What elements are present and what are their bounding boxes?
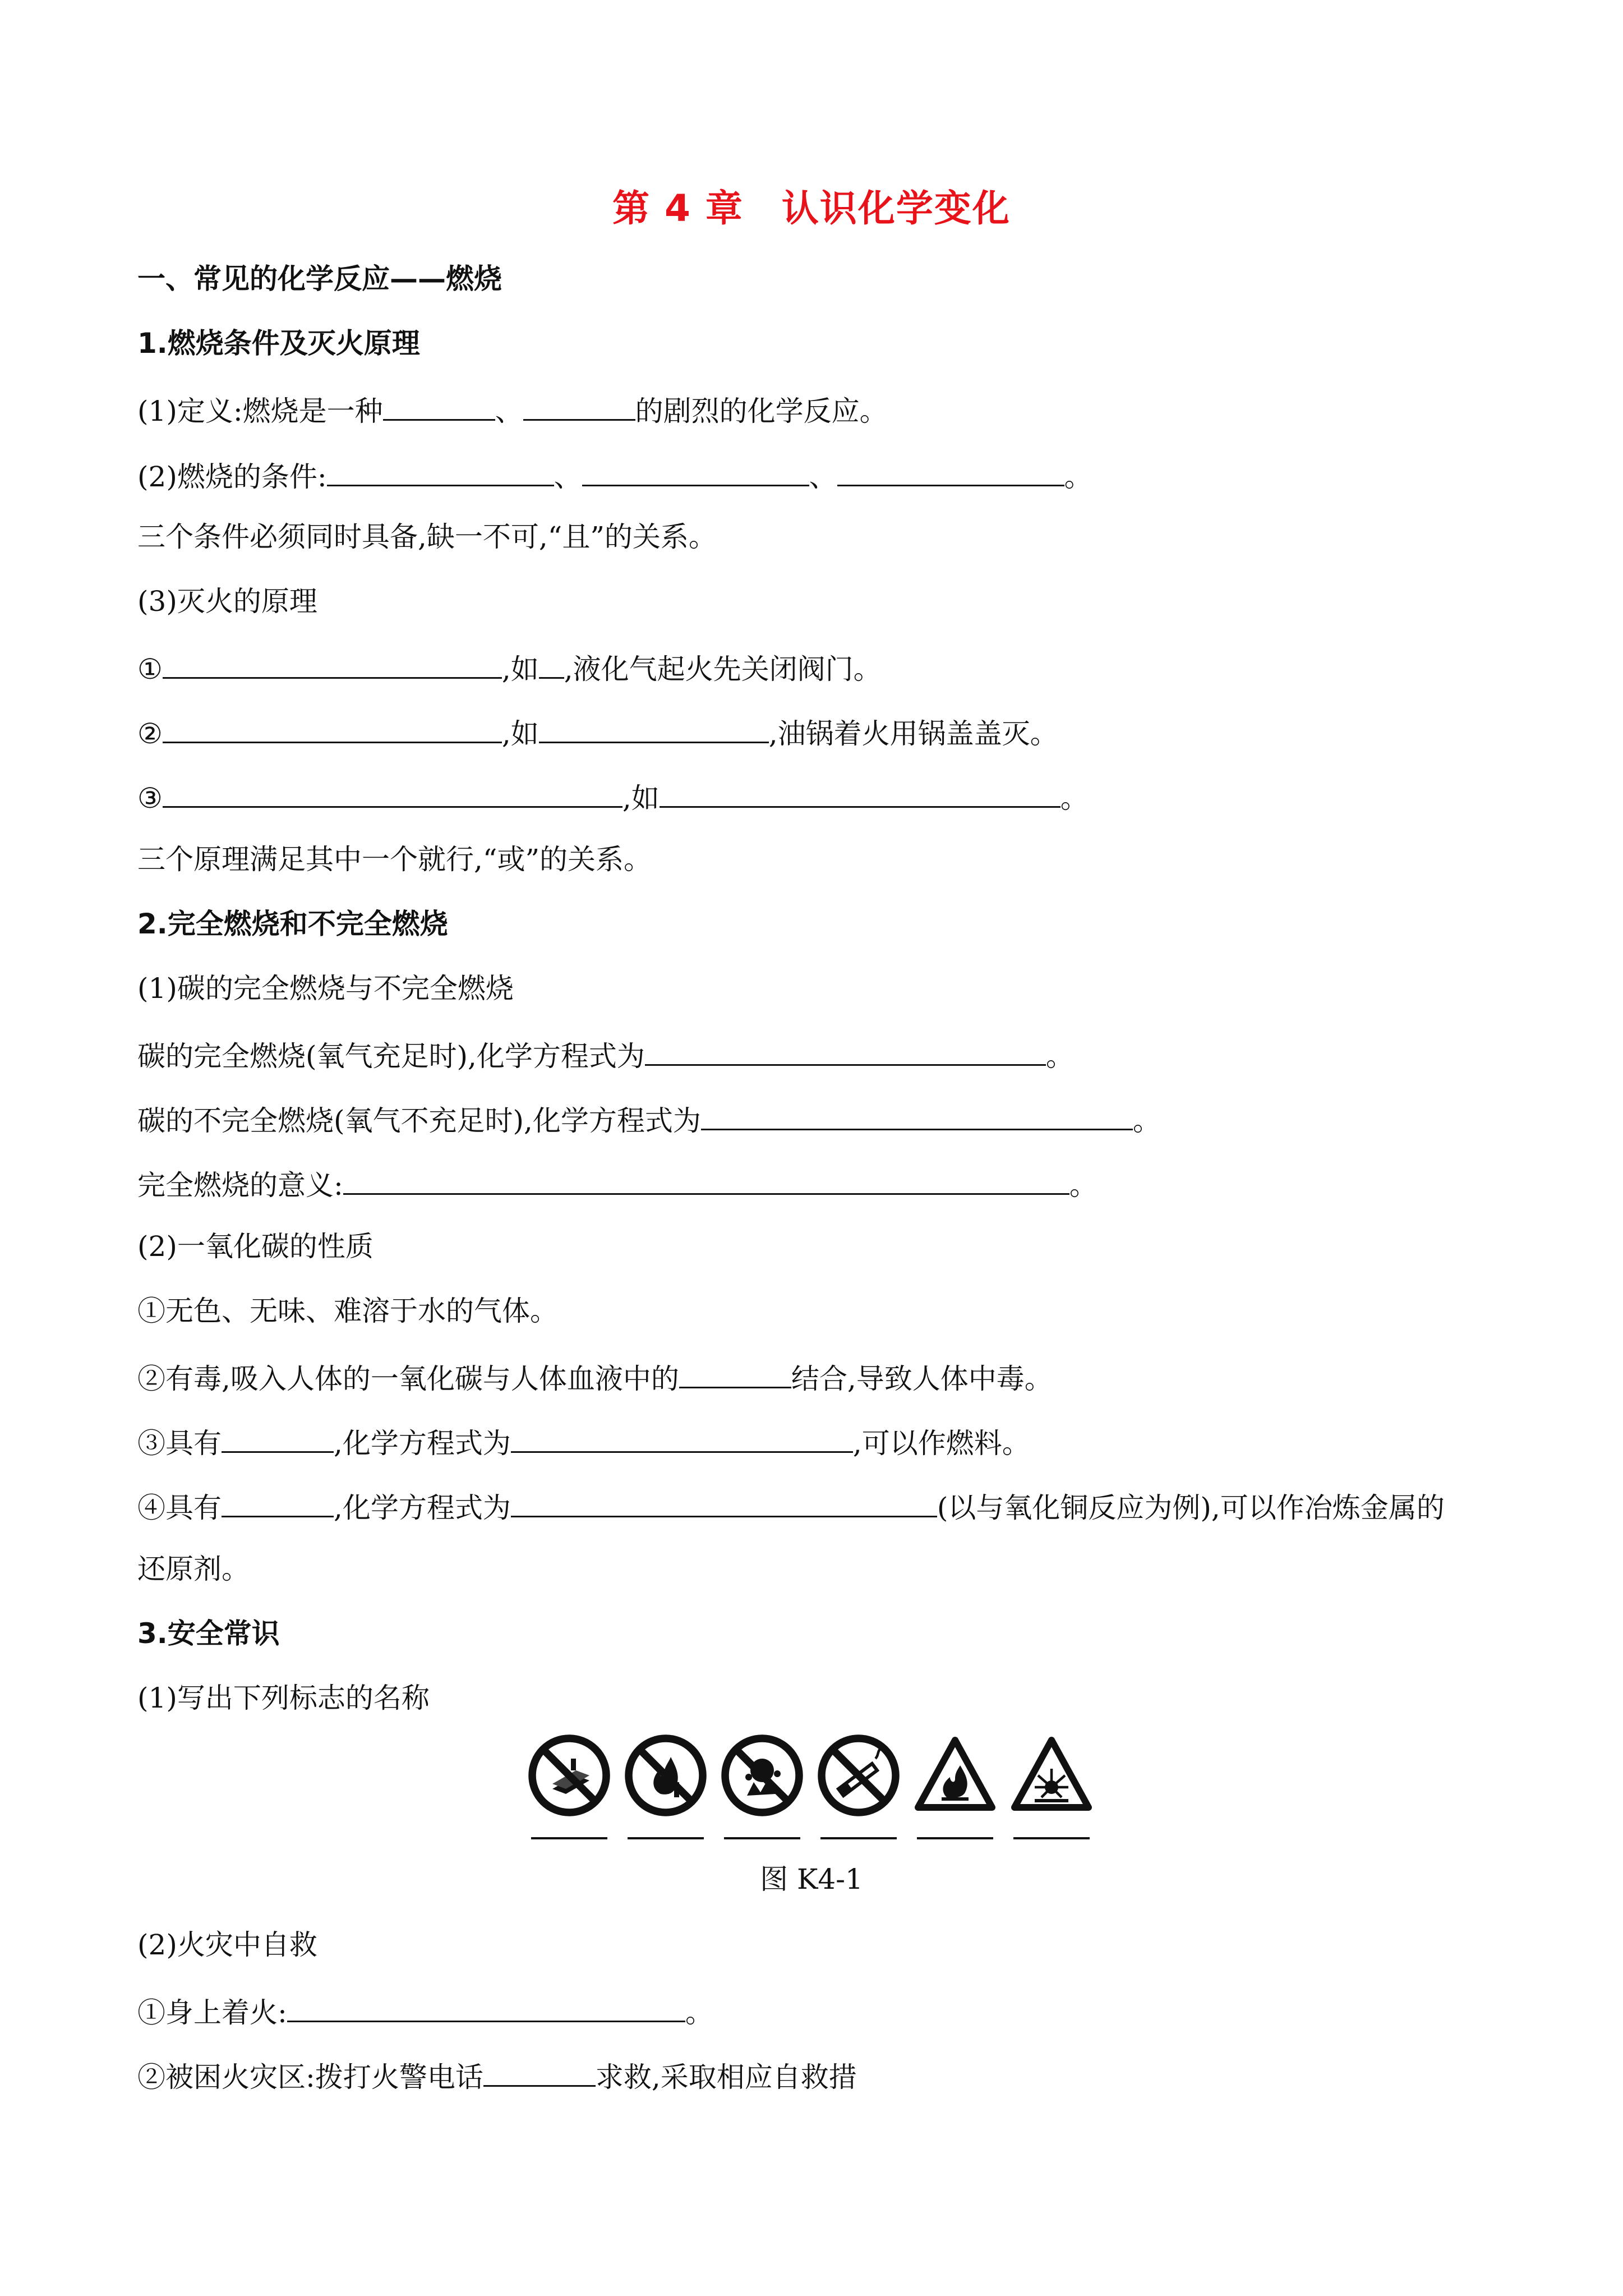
chapter-title: 第 4 章 认识化学变化 <box>612 187 1011 230</box>
fill-blank[interactable] <box>582 455 809 486</box>
fill-blank[interactable] <box>222 1487 334 1517</box>
text: ,可以作燃料。 <box>852 1427 1030 1460</box>
fill-blank[interactable] <box>383 390 495 421</box>
no-fire-sign-icon <box>527 1733 611 1818</box>
text: 。 <box>1060 782 1089 815</box>
conditions-note: 三个条件必须同时具备,缺一不可,“且”的关系。 <box>137 521 717 553</box>
text: ,化学方程式为 <box>334 1492 511 1524</box>
sign-name-blank[interactable] <box>820 1837 897 1839</box>
extinguish-principle-3 <box>137 777 1089 816</box>
figure-caption: 图 K4-1 <box>760 1863 863 1895</box>
fill-blank[interactable] <box>523 390 635 421</box>
safety-signs-figure <box>527 1733 1110 1846</box>
explosive-warning-sign-icon <box>1009 1733 1094 1818</box>
co-property-2 <box>137 1358 1053 1397</box>
signs-question: (1)写出下列标志的名称 <box>137 1682 430 1714</box>
section-heading-combustion: 一、常见的化学反应——燃烧 <box>137 263 502 295</box>
text: 求救,采取相应自救措 <box>595 2061 857 2093</box>
flammable-warning-sign-icon <box>913 1733 997 1818</box>
incomplete-combustion-line <box>137 1099 1161 1139</box>
fill-blank[interactable] <box>327 455 554 486</box>
text: ,如 <box>501 717 539 750</box>
fill-blank[interactable] <box>660 777 1061 808</box>
definition-line <box>137 390 888 429</box>
subsection-heading-1: 1.燃烧条件及灭火原理 <box>137 327 420 360</box>
text: (1)定义:燃烧是一种 <box>137 395 383 427</box>
co-property-1: ①无色、无味、难溶于水的气体。 <box>137 1295 558 1327</box>
fill-blank[interactable] <box>163 777 623 808</box>
text: 、 <box>495 395 523 427</box>
text: ② <box>137 717 163 750</box>
co-property-3 <box>137 1422 1030 1461</box>
text: ④具有 <box>137 1492 222 1524</box>
fire-self-rescue-heading: (2)火灾中自救 <box>137 1929 317 1961</box>
carbon-combustion-heading: (1)碳的完全燃烧与不完全燃烧 <box>137 972 514 1005</box>
principle-note: 三个原理满足其中一个就行,“或”的关系。 <box>137 843 652 876</box>
fill-blank[interactable] <box>222 1422 334 1453</box>
fill-blank[interactable] <box>539 712 769 743</box>
sign-name-blank[interactable] <box>917 1837 993 1839</box>
text: 、 <box>554 461 582 493</box>
subsection-heading-2: 2.完全燃烧和不完全燃烧 <box>137 908 448 940</box>
fill-blank[interactable] <box>287 1991 685 2022</box>
text: (2)燃烧的条件: <box>137 461 327 493</box>
text: ③ <box>137 782 163 815</box>
text: 。 <box>1064 461 1092 493</box>
text: 。 <box>1045 1040 1074 1073</box>
text: ③具有 <box>137 1427 222 1460</box>
text: 。 <box>1069 1169 1098 1202</box>
fill-blank[interactable] <box>511 1487 937 1517</box>
fill-blank[interactable] <box>539 648 564 679</box>
text: ,液化气起火先关闭阀门。 <box>564 653 882 685</box>
fill-blank[interactable] <box>679 1358 791 1388</box>
fill-blank[interactable] <box>163 648 502 679</box>
sign-name-blank[interactable] <box>724 1837 800 1839</box>
conditions-line <box>137 455 1092 495</box>
extinguish-heading: (3)灭火的原理 <box>137 585 317 618</box>
fill-blank[interactable] <box>837 455 1064 486</box>
text: 完全燃烧的意义: <box>137 1169 343 1202</box>
fill-blank[interactable] <box>343 1164 1069 1195</box>
text: 、 <box>809 461 837 493</box>
text: 。 <box>685 1996 713 2029</box>
fill-blank[interactable] <box>645 1035 1046 1066</box>
text: ,如 <box>501 653 539 685</box>
text: ②被困火灾区:拨打火警电话 <box>137 2061 483 2093</box>
text: 。 <box>1132 1105 1161 1137</box>
extinguish-principle-1 <box>137 648 882 687</box>
text: ,如 <box>622 782 660 815</box>
text: ,化学方程式为 <box>334 1427 511 1460</box>
no-open-flame-sign-icon <box>720 1733 804 1818</box>
text: (以与氧化铜反应为例),可以作冶炼金属的 <box>937 1492 1445 1524</box>
complete-combustion-line <box>137 1035 1074 1074</box>
text: 的剧烈的化学反应。 <box>635 395 888 427</box>
self-rescue-item-2 <box>137 2056 857 2095</box>
sign-name-blank[interactable] <box>1013 1837 1090 1839</box>
text: 结合,导致人体中毒。 <box>791 1363 1053 1395</box>
fill-blank[interactable] <box>163 712 502 743</box>
combustion-significance-line <box>137 1164 1098 1203</box>
fill-blank[interactable] <box>483 2056 596 2087</box>
no-smoking-sign-icon <box>817 1733 901 1818</box>
self-rescue-item-1 <box>137 1991 713 2031</box>
fill-blank[interactable] <box>511 1422 853 1453</box>
co-properties-heading: (2)一氧化碳的性质 <box>137 1230 374 1263</box>
sign-name-blank[interactable] <box>628 1837 704 1839</box>
fill-blank[interactable] <box>701 1099 1133 1130</box>
co-property-4 <box>137 1487 1445 1526</box>
no-fireworks-sign-icon <box>624 1733 708 1818</box>
text: ①身上着火: <box>137 1996 287 2029</box>
text: ②有毒,吸入人体的一氧化碳与人体血液中的 <box>137 1363 679 1395</box>
text: 碳的不完全燃烧(氧气不充足时),化学方程式为 <box>137 1105 701 1137</box>
extinguish-principle-2 <box>137 712 1058 752</box>
sign-name-blank[interactable] <box>531 1837 607 1839</box>
text: ,油锅着火用锅盖盖灭。 <box>768 717 1058 750</box>
co-property-4-continued: 还原剂。 <box>137 1553 250 1585</box>
text: 碳的完全燃烧(氧气充足时),化学方程式为 <box>137 1040 645 1073</box>
subsection-heading-3: 3.安全常识 <box>137 1617 280 1650</box>
text: ① <box>137 653 163 685</box>
